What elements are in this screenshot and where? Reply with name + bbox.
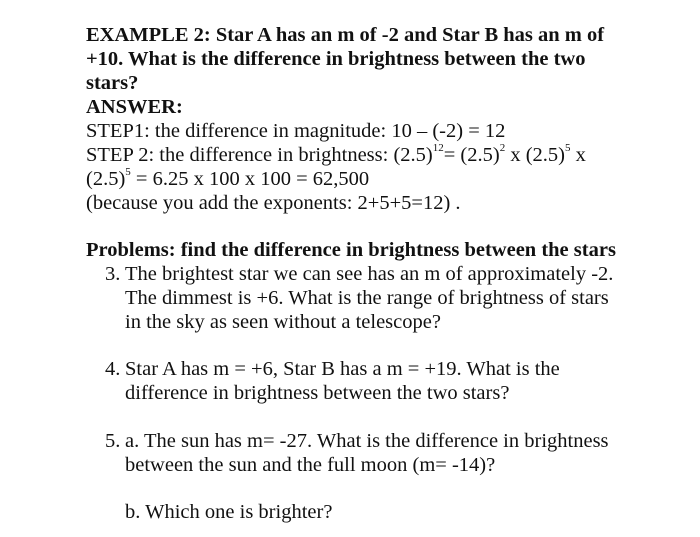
example-title-line-1: EXAMPLE 2: Star A has an m of -2 and Star B has an m of [86, 24, 605, 46]
problem-4: 4. Star A has m = +6, Star B has a m = +19. What is the difference in brightness between the two stars? [105, 358, 560, 404]
problem-number: 3. [105, 263, 121, 285]
problem-5b: b. Which one is brighter? [125, 501, 333, 523]
example-title-line-2: +10. What is the difference in brightness between the two [86, 48, 586, 70]
step-1: STEP1: the difference in magnitude: 10 – (-2) = 12 [86, 120, 506, 142]
exponent-note: (because you add the exponents: 2+5+5=12) . [86, 192, 461, 214]
answer-label: ANSWER: [86, 96, 183, 118]
problem-number: 4. [105, 358, 121, 380]
step-2-line-1: STEP 2: the difference in brightness: $(2.5)^{12}= (2.5)^2$ x $(2.5)^5$ x [86, 142, 586, 166]
problem-5: 5. a. The sun has m= -27. What is the difference in brightness between the sun and the full moon (m= -14)? [105, 430, 609, 476]
step-2 [86, 143, 686, 191]
problem-number: 5. [105, 430, 121, 452]
example-title-line-3: stars? [86, 72, 139, 94]
problems-heading: Problems: find the difference in brightness between the stars [86, 239, 616, 261]
problem-3: 3. The brightest star we can see has an m of approximately -2. The dimmest is +6. What is the range of brightness of stars in the sky as seen without a telescope? [105, 263, 614, 333]
example-title [86, 23, 686, 95]
step-2-line-2: $(2.5)^5 = 6.25$ x 100 x 100 = 62,500 [86, 166, 370, 190]
